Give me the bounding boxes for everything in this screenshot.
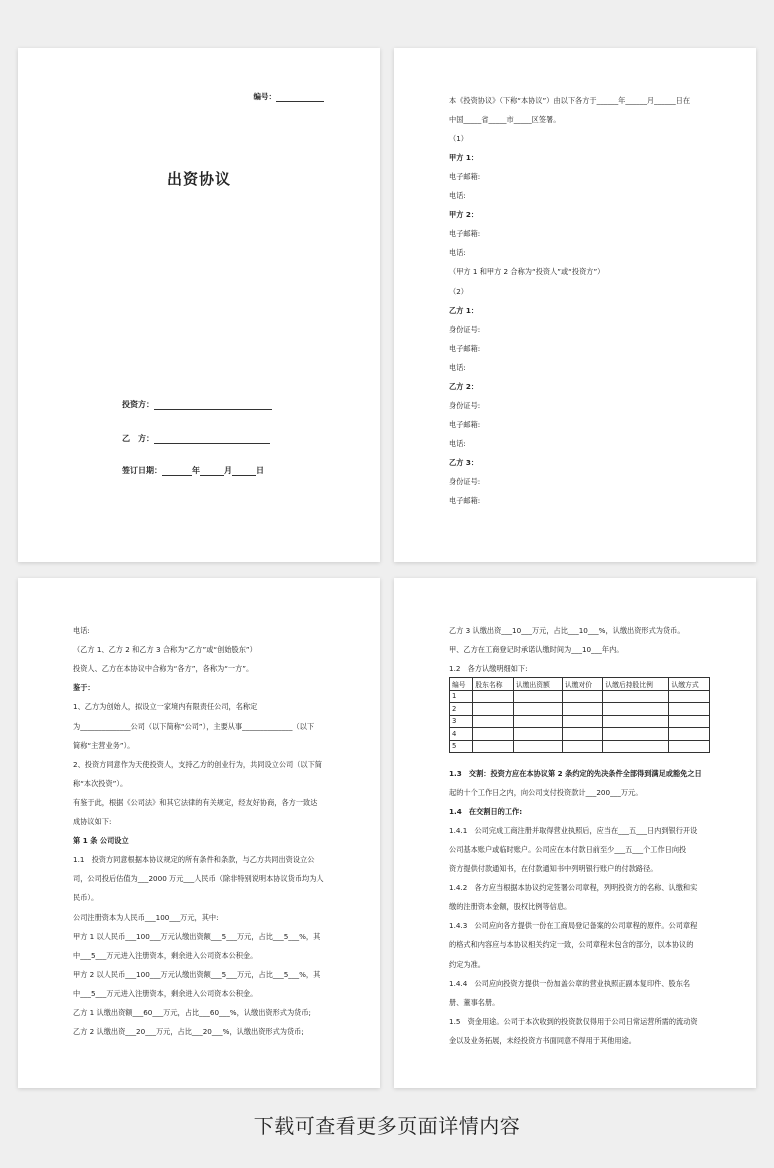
text-line: 中___5___万元进入注册资本，剩余进入公司资本公积金。 <box>73 988 258 998</box>
text-line: （1） <box>449 134 468 144</box>
text-line: 成协议如下: <box>73 817 112 826</box>
sign-date-label: 签订日期： <box>122 466 162 475</box>
text-line: （乙方 1、乙方 2 和乙方 3 合称为“乙方”或“创始股东”） <box>73 645 257 655</box>
text-line: 身份证号: <box>449 400 481 410</box>
partyb-signature-line <box>122 434 270 444</box>
year-label: 年 <box>192 466 200 475</box>
text-line: 甲方 1 以人民币___100___万元认缴出资额___5___万元，占比___5___%，其 <box>73 931 321 941</box>
subscription-table <box>449 677 710 753</box>
table-cell <box>473 703 513 716</box>
table-header-cell: 认缴方式 <box>669 678 710 691</box>
text-line: 1.4.2 各方应当根据本协议约定签署公司章程，列明投资方的名称、认缴和实 <box>449 883 698 893</box>
document-title: 出资协议 <box>166 170 231 188</box>
text-line: 公司注册资本为人民币___100___万元，其中: <box>73 912 219 922</box>
table-cell <box>562 703 602 716</box>
table-cell <box>513 690 562 703</box>
text-line: 资方提供付款通知书，在付款通知书中列明银行账户的付款路径。 <box>449 864 658 874</box>
text-line: 乙方 2 认缴出资___20___万元，占比___20___%，认缴出资形式为货币; <box>73 1027 304 1037</box>
text-line: 甲方 2： <box>449 210 479 220</box>
text-line: 册、董事名册。 <box>449 997 500 1007</box>
table-cell <box>669 715 710 728</box>
table-cell <box>669 703 710 716</box>
table-cell <box>603 690 669 703</box>
document-page-2 <box>394 48 756 562</box>
table-cell <box>562 728 602 741</box>
document-number-blank <box>276 93 324 102</box>
table-row <box>450 728 710 741</box>
text-line: 有鉴于此，根据《公司法》和其它法律的有关规定，经友好协商，各方一致达 <box>73 797 318 807</box>
text-line: 1.1 投资方同意根据本协议规定的所有条件和条款，与乙方共同出资设立公 <box>73 855 315 865</box>
text-line: 1.2 各方认缴明细如下: <box>449 664 528 673</box>
table-header-cell: 编号 <box>450 678 473 691</box>
table-cell <box>603 728 669 741</box>
table-header-cell: 认缴后持股比例 <box>603 678 669 691</box>
table-cell <box>603 715 669 728</box>
text-line: 本《投资协议》（下称“本协议”）由以下各方于______年______月______日在 <box>449 96 691 105</box>
text-line: 1.4.3 公司应向各方提供一份在工商局登记备案的公司章程的原件。公司章程 <box>449 921 698 931</box>
document-number-label: 编号： <box>253 92 276 101</box>
download-caption: 下载可查看更多页面详情内容 <box>253 1114 521 1138</box>
investor-blank <box>154 401 272 410</box>
text-line: 的格式和内容应与本协议相关约定一致，公司章程未包含的部分，以本协议的 <box>449 940 694 950</box>
investor-signature-line <box>122 400 272 410</box>
text-line: 1.4 在交割日的工作: <box>449 807 523 817</box>
text-line: 电子邮箱: <box>449 229 481 239</box>
table-cell <box>669 740 710 753</box>
table-row <box>450 703 710 716</box>
year-blank <box>162 467 192 476</box>
text-line: 起的十个工作日之内，向公司支付投资款计___200___万元。 <box>449 788 643 798</box>
table-cell <box>669 728 710 741</box>
document-number <box>254 92 325 102</box>
table-row <box>450 740 710 753</box>
table-cell <box>669 690 710 703</box>
table-cell <box>473 740 513 753</box>
document-page-3 <box>18 578 380 1088</box>
text-line: 1.3 交割：投资方应在本协议第 2 条约定的先决条件全部得到满足或豁免之日 <box>449 769 702 778</box>
text-line: 1.4.1 公司完成工商注册并取得营业执照后，应当在___五___日内到银行开设 <box>449 826 698 836</box>
text-line: 投资人、乙方在本协议中合称为“各方”，各称为“一方”。 <box>73 664 254 674</box>
text-line: 电话: <box>449 248 466 258</box>
document-page-4 <box>394 578 756 1088</box>
text-line: 电话: <box>449 438 466 448</box>
text-line: 称“本次投资”）。 <box>73 778 128 788</box>
partyb-blank <box>154 435 270 444</box>
text-line: 电子邮箱: <box>449 172 481 182</box>
text-line: 电子邮箱: <box>449 496 481 506</box>
table-cell: 5 <box>450 740 473 753</box>
text-line: 电子邮箱: <box>449 419 481 429</box>
table-cell <box>603 740 669 753</box>
text-line: 乙方 3： <box>449 457 479 467</box>
text-line: 电话: <box>73 626 90 635</box>
text-line: 中国_____省_____市_____区签署。 <box>449 115 561 125</box>
document-cover-page <box>18 48 380 562</box>
table-cell <box>473 728 513 741</box>
table-cell <box>562 715 602 728</box>
table-row <box>450 715 710 728</box>
text-line: 中___5___万元进入注册资本，剩余进入公司资本公积金。 <box>73 950 258 960</box>
text-line: 司，公司投后估值为___2000 万元___人民币（除非特别说明本协议货币均为人 <box>73 874 324 884</box>
day-blank <box>232 467 256 476</box>
text-line: 甲、乙方在工商登记时承诺认缴时间为___10___年内。 <box>449 645 624 654</box>
table-cell <box>513 715 562 728</box>
table-cell <box>562 740 602 753</box>
table-header-cell: 认缴对价 <box>562 678 602 691</box>
table-cell: 4 <box>450 728 473 741</box>
text-line: 乙方 1： <box>449 305 479 315</box>
table-cell <box>603 703 669 716</box>
text-line: 电话: <box>449 191 466 201</box>
sign-date-line <box>122 466 264 476</box>
text-line: 电子邮箱: <box>449 343 481 353</box>
text-line: 身份证号: <box>449 324 481 334</box>
month-blank <box>200 467 224 476</box>
table-cell <box>513 740 562 753</box>
month-label: 月 <box>224 466 232 475</box>
partyb-label: 乙 方： <box>122 434 154 443</box>
day-label: 日 <box>256 466 264 475</box>
text-line: （2） <box>449 286 468 296</box>
table-cell <box>513 703 562 716</box>
table-cell: 1 <box>450 690 473 703</box>
text-line: 2、投资方同意作为天使投资人，支持乙方的创业行为，共同设立公司（以下简 <box>73 759 322 769</box>
text-line: 乙方 1 认缴出资额___60___万元，占比___60___%，认缴出资形式为货币; <box>73 1008 311 1017</box>
text-line: 简称“主营业务”）。 <box>73 740 135 750</box>
table-row <box>450 690 710 703</box>
table-cell: 2 <box>450 703 473 716</box>
table-header-cell: 股东名称 <box>473 678 513 691</box>
text-line: 1.4.4 公司应向投资方提供一份加盖公章的营业执照正副本复印件、股东名 <box>449 978 691 988</box>
text-line: 1.5 资金用途。公司于本次收到的投资款仅得用于公司日常运营所需的流动资 <box>449 1016 698 1026</box>
investor-label: 投资方： <box>122 400 154 409</box>
text-line: （甲方 1 和甲方 2 合称为“投资人”或“投资方”） <box>449 267 605 277</box>
table-cell <box>473 715 513 728</box>
text-line: 乙方 3 认缴出资___10___万元，占比___10___%，认缴出资形式为货币。 <box>449 626 685 635</box>
table-header-cell: 认缴出资额 <box>513 678 562 691</box>
table-cell <box>562 690 602 703</box>
table-header-row <box>450 678 710 691</box>
text-line: 甲方 1： <box>449 153 479 163</box>
text-line: 乙方 2： <box>449 381 479 391</box>
table-cell <box>513 728 562 741</box>
table-cell <box>473 690 513 703</box>
text-line: 电话: <box>449 362 466 372</box>
text-line: 鉴于： <box>73 683 95 693</box>
text-line: 为______________公司（以下简称“公司”），主要从事______________（以下 <box>73 721 315 731</box>
text-line: 缴的注册资本金额，股权比例等信息。 <box>449 902 572 912</box>
table-cell: 3 <box>450 715 473 728</box>
text-line: 金以及业务拓展，未经投资方书面同意不得用于其他用途。 <box>449 1035 636 1045</box>
text-line: 民币）。 <box>73 893 99 903</box>
text-line: 约定为准。 <box>449 959 485 969</box>
text-line: 甲方 2 以人民币___100___万元认缴出资额___5___万元，占比___5___%，其 <box>73 969 321 979</box>
text-line: 公司基本账户或临时账户。公司应在本付款日前至少___五___个工作日向投 <box>449 845 687 855</box>
table-body <box>450 690 710 753</box>
text-line: 第 1 条 公司设立 <box>73 836 129 846</box>
text-line: 1、乙方为创始人，拟设立一家境内有限责任公司，名称定 <box>73 702 258 712</box>
text-line: 身份证号: <box>449 477 481 486</box>
